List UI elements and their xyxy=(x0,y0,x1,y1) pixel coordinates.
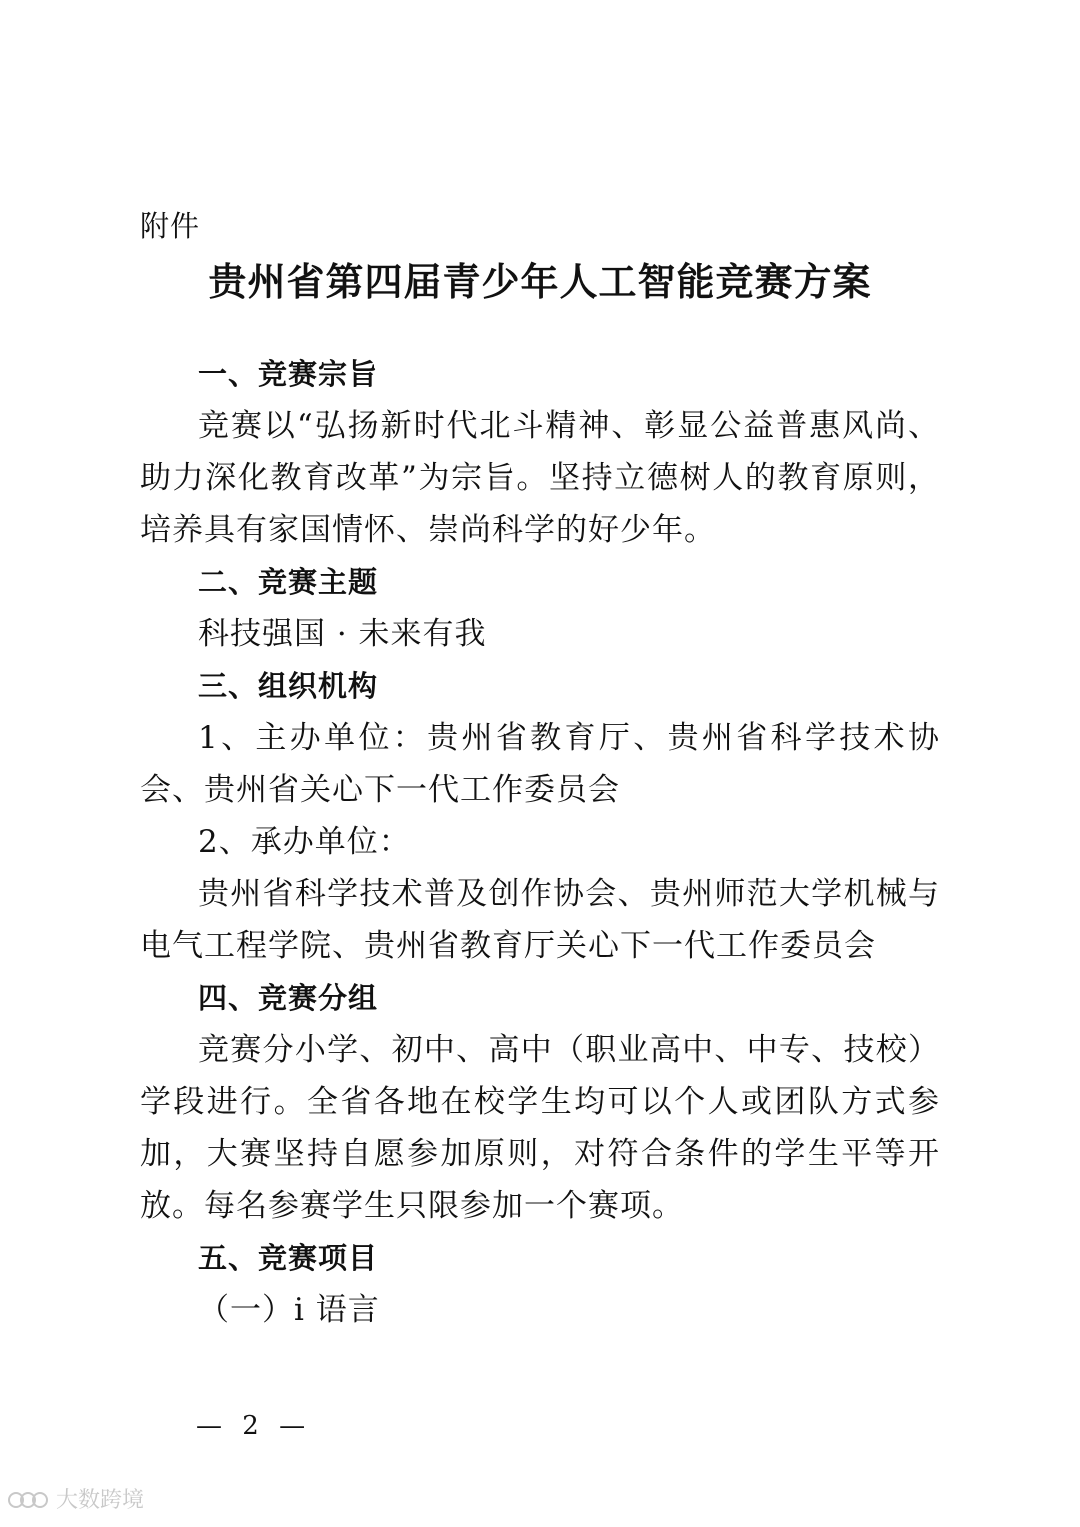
section-paragraph-theme: 科技强国 · 未来有我 xyxy=(198,616,487,652)
section-heading-events: 五、竞赛项目 xyxy=(198,1241,379,1275)
section-paragraph-organizer-list: 贵州省科学技术普及创作协会、贵州师范大学机械与电气工程学院、贵州省教育厅关心下一代工作委员会 xyxy=(140,876,940,964)
document-body xyxy=(140,200,940,1336)
document-title: 贵州省第四届青少年人工智能竞赛方案 xyxy=(208,260,872,304)
attachment-label: 附件 xyxy=(140,209,201,243)
section-paragraph-organizer-label: 2、承办单位： xyxy=(198,824,411,860)
section-heading-purpose: 一、竞赛宗旨 xyxy=(198,357,379,391)
section-paragraph-event-1: （一）i 语言 xyxy=(198,1292,380,1328)
section-heading-groups: 四、竞赛分组 xyxy=(198,981,379,1015)
section-paragraph-groups: 竞赛分小学、初中、高中（职业高中、中专、技校）学段进行。全省各地在校学生均可以个人或团队方式参加，大赛坚持自愿参加原则，对符合条件的学生平等开放。每名参赛学生只限参加一个赛项。 xyxy=(140,1032,940,1224)
watermark-text: 大数跨境 xyxy=(56,1488,145,1513)
page-number: — 2 — xyxy=(196,1411,312,1441)
section-heading-theme: 二、竞赛主题 xyxy=(198,565,379,599)
section-heading-organization: 三、组织机构 xyxy=(198,669,379,703)
section-paragraph-host: 1、主办单位：贵州省教育厅、贵州省科学技术协会、贵州省关心下一代工作委员会 xyxy=(140,720,940,808)
watermark xyxy=(8,1486,144,1516)
section-paragraph-purpose: 竞赛以“弘扬新时代北斗精神、彰显公益普惠风尚、助力深化教育改革”为宗旨。坚持立德树人的教育原则，培养具有家国情怀、崇尚科学的好少年。 xyxy=(140,408,940,548)
triple-circle-logo-icon xyxy=(8,1489,50,1513)
